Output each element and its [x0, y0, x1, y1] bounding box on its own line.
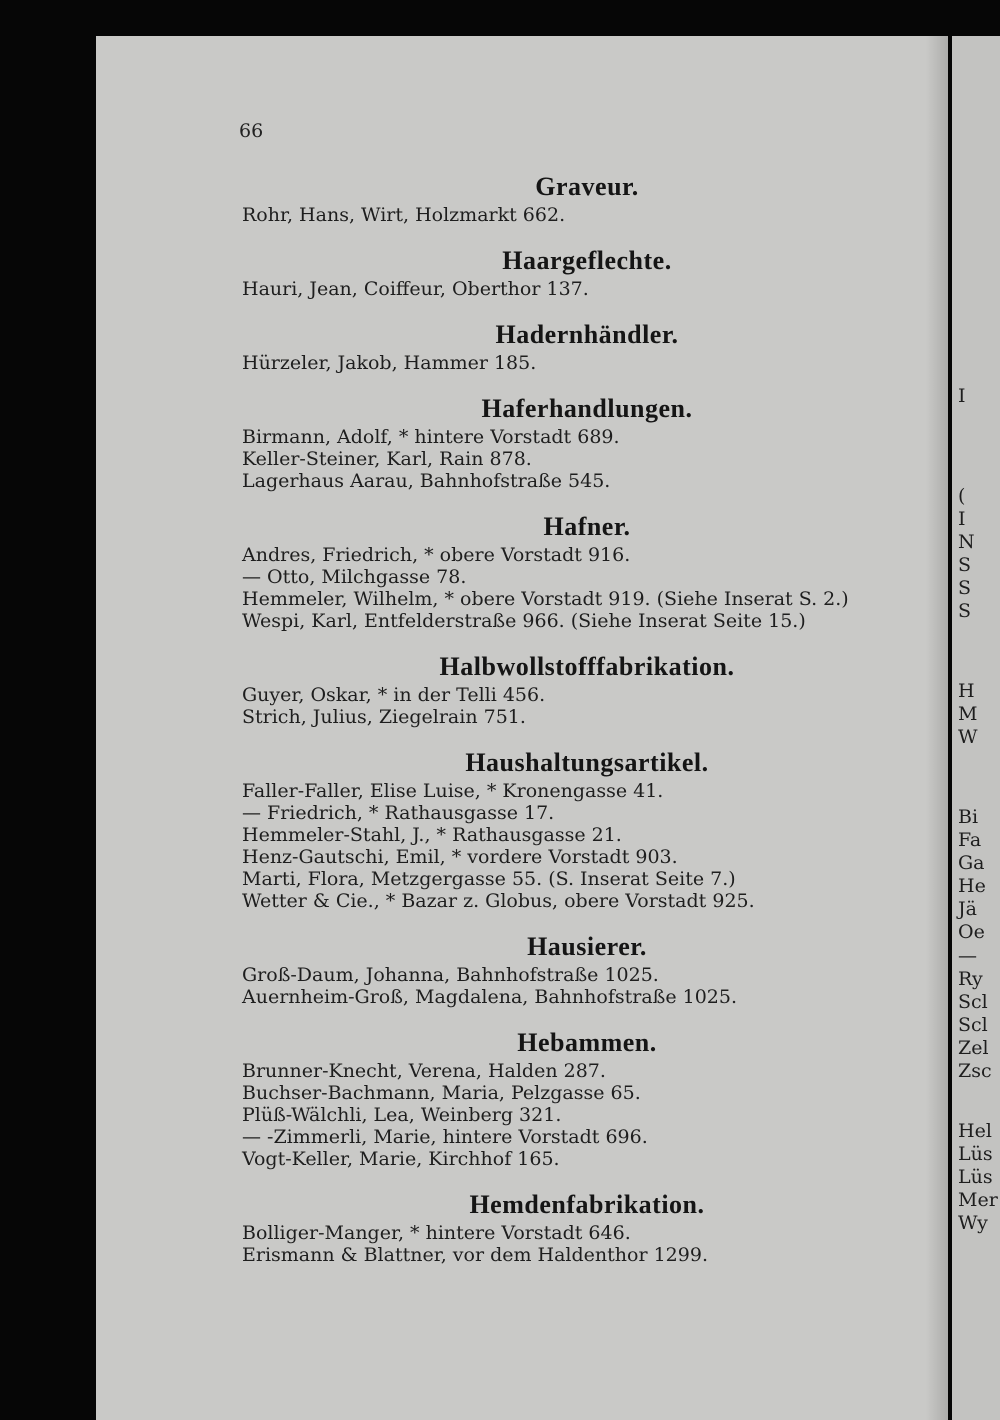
section-heading: Hafner.	[543, 512, 631, 541]
directory-section	[242, 172, 932, 226]
adjacent-page-fragment: —	[958, 945, 977, 967]
directory-listing	[242, 172, 932, 1266]
directory-entry: Rohr, Hans, Wirt, Holzmarkt 662.	[242, 204, 566, 226]
directory-entry: Auernheim-Groß, Magdalena, Bahnhofstraße 1025.	[242, 986, 738, 1008]
section-spacer	[242, 300, 932, 320]
adjacent-page-fragment: Fa	[958, 829, 982, 851]
section-spacer	[242, 1008, 932, 1028]
directory-entry: Andres, Friedrich, * obere Vorstadt 916.	[242, 544, 631, 566]
adjacent-page-fragment: Wy	[958, 1212, 988, 1234]
directory-entry: — -Zimmerli, Marie, hintere Vorstadt 696.	[242, 1126, 648, 1148]
section-heading: Halbwollstofffabrikation.	[439, 652, 735, 681]
section-heading: Hemdenfabrikation.	[469, 1190, 705, 1219]
section-heading: Haargeflechte.	[502, 246, 672, 275]
directory-entry: Strich, Julius, Ziegelrain 751.	[242, 706, 526, 728]
section-spacer	[242, 374, 932, 394]
directory-entry: Henz-Gautschi, Emil, * vordere Vorstadt 903.	[242, 846, 678, 868]
directory-section	[242, 748, 932, 912]
adjacent-page-fragment: W	[958, 726, 978, 748]
page-number: 66	[239, 120, 264, 142]
directory-section	[242, 652, 932, 728]
adjacent-page-fragment: He	[958, 875, 986, 897]
section-spacer	[242, 226, 932, 246]
adjacent-page-fragment: Lüs	[958, 1166, 993, 1188]
adjacent-page-fragment: S	[958, 554, 972, 576]
adjacent-page-fragment: (	[958, 485, 966, 507]
adjacent-page-fragment: M	[958, 703, 978, 725]
adjacent-page-fragment: Mer	[958, 1189, 998, 1211]
adjacent-page-edge	[952, 36, 1000, 1420]
section-heading: Graveur.	[535, 172, 639, 201]
directory-entry: Buchser-Bachmann, Maria, Pelzgasse 65.	[242, 1082, 641, 1104]
adjacent-page-fragment: S	[958, 600, 972, 622]
adjacent-page-fragment: I	[958, 385, 966, 407]
adjacent-page-fragment: Hel	[958, 1120, 992, 1142]
directory-entry: Brunner-Knecht, Verena, Halden 287.	[242, 1060, 606, 1082]
section-heading: Haferhandlungen.	[481, 394, 693, 423]
section-spacer	[242, 492, 932, 512]
adjacent-page-fragment: Zel	[958, 1037, 989, 1059]
adjacent-page-fragment: Scl	[958, 991, 988, 1013]
adjacent-page-fragment: Ry	[958, 968, 983, 990]
section-spacer	[242, 912, 932, 932]
directory-section	[242, 1190, 932, 1266]
directory-entry: Plüß-Wälchli, Lea, Weinberg 321.	[242, 1104, 562, 1126]
directory-section	[242, 394, 932, 492]
directory-entry: Bolliger-Manger, * hintere Vorstadt 646.	[242, 1222, 631, 1244]
adjacent-page-fragment: I	[958, 508, 966, 530]
directory-entry: Wetter & Cie., * Bazar z. Globus, obere Vorstadt 925.	[242, 890, 755, 912]
directory-section	[242, 512, 932, 632]
section-spacer	[242, 728, 932, 748]
adjacent-page-fragment: Ga	[958, 852, 985, 874]
directory-entry: Guyer, Oskar, * in der Telli 456.	[242, 684, 546, 706]
adjacent-page-fragment: H	[958, 680, 975, 702]
adjacent-page-fragment: Scl	[958, 1014, 988, 1036]
directory-entry: Faller-Faller, Elise Luise, * Kronengasse 41.	[242, 780, 664, 802]
section-heading: Hausierer.	[527, 932, 647, 961]
section-spacer	[242, 1170, 932, 1190]
book-page	[96, 36, 948, 1420]
directory-entry: Hemmeler, Wilhelm, * obere Vorstadt 919. (Siehe Inserat S. 2.)	[242, 588, 849, 610]
adjacent-page-fragment: S	[958, 577, 972, 599]
section-heading: Haushaltungsartikel.	[465, 748, 709, 777]
adjacent-page-fragment: Jä	[958, 898, 977, 920]
directory-entry: Keller-Steiner, Karl, Rain 878.	[242, 448, 532, 470]
directory-entry: Hauri, Jean, Coiffeur, Oberthor 137.	[242, 278, 589, 300]
directory-section	[242, 320, 932, 374]
directory-entry: Hemmeler-Stahl, J., * Rathausgasse 21.	[242, 824, 622, 846]
adjacent-page-fragment: Bi	[958, 806, 979, 828]
directory-entry: — Otto, Milchgasse 78.	[242, 566, 467, 588]
adjacent-page-fragment: Lüs	[958, 1143, 993, 1165]
directory-entry: Groß-Daum, Johanna, Bahnhofstraße 1025.	[242, 964, 659, 986]
adjacent-page-fragment: N	[958, 531, 975, 553]
directory-entry: — Friedrich, * Rathausgasse 17.	[242, 802, 555, 824]
section-heading: Hadernhändler.	[495, 320, 679, 349]
directory-section	[242, 932, 932, 1008]
adjacent-page-fragment: Zsc	[958, 1060, 992, 1082]
section-spacer	[242, 632, 932, 652]
directory-entry: Vogt-Keller, Marie, Kirchhof 165.	[242, 1148, 560, 1170]
directory-section	[242, 246, 932, 300]
directory-entry: Birmann, Adolf, * hintere Vorstadt 689.	[242, 426, 620, 448]
directory-section	[242, 1028, 932, 1170]
directory-entry: Erismann & Blattner, vor dem Haldenthor 1299.	[242, 1244, 708, 1266]
directory-entry: Marti, Flora, Metzgergasse 55. (S. Inserat Seite 7.)	[242, 868, 736, 890]
adjacent-page-fragment: Oe	[958, 921, 985, 943]
directory-entry: Lagerhaus Aarau, Bahnhofstraße 545.	[242, 470, 611, 492]
section-heading: Hebammen.	[517, 1028, 657, 1057]
directory-entry: Hürzeler, Jakob, Hammer 185.	[242, 352, 537, 374]
directory-entry: Wespi, Karl, Entfelderstraße 966. (Siehe Inserat Seite 15.)	[242, 610, 806, 632]
